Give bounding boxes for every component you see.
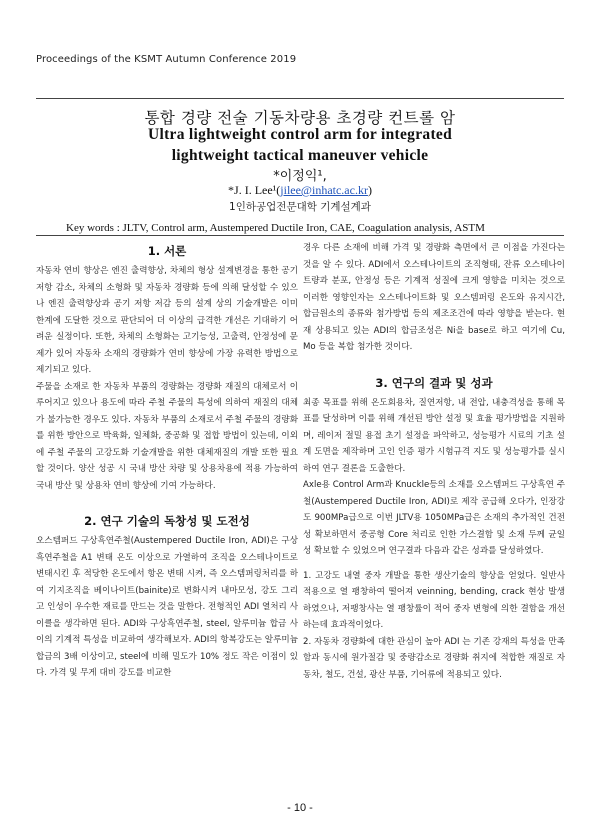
proceedings-header: Proceedings of the KSMT Autumn Conference 2019 bbox=[36, 54, 297, 65]
keywords: Key words : JLTV, Control arm, Austempered Ductile Iron, CAE, Coagulation analysis, ASTM bbox=[66, 222, 485, 234]
section-3-title: 3. 연구의 결과 및 성과 bbox=[375, 375, 493, 390]
title-english-line1: Ultra lightweight control arm for integrated bbox=[147, 126, 453, 143]
section-2-paragraph-1: 오스템퍼드 구상흑연주철(Austempered Ductile Iron, ADI)은 구상흑연주철을 A1 변태 온도 이상으로 가열하여 조직을 오스테나이트로 변태시킨 후 적당한 온도에서 항온 변태 시켜, 즉 오스템퍼링처리를 하여 기지조직을 베이나이트(bainite)로 변화시켜 내마모성, 강도 그리고 인성이 우수한 재료를 만드는 것을 말한다. 전형적인 ADI 열처리 사이클을 생각하면 된다. ADI와 구상흑연주철, steel, 알루미늄 합금 사이의 기계적 특성을 비교하여 생각해보자. ADI의 항복강도는 알루미늄 합금의 3배 이상이고, steel에 비해 밀도가 10% 정도 작은 이점이 있다. 가격 및 무게 대비 강도를 비교한 bbox=[36, 536, 298, 678]
right-column bbox=[303, 240, 565, 683]
title-korean: 통합 경량 전술 기동차량용 초경량 컨트롤 암 bbox=[144, 109, 456, 127]
section-1-paragraph-1: 자동차 연비 향상은 엔진 출력향상, 차체의 형상 설계변경을 통한 공기 저항 감소, 차체의 소형화 및 자동차 경량화 등에 의해 달성할 수 있으나 엔진 출력향상과 공기 저항 저감 등의 설계 상의 기술개발은 이미 한계에 도달한 것으로 판단되어 더 이상의 급격한 개선은 기대하기 어려운 실정이다. 또한, 차체의 소형화는 고기능성, 고출력, 안정성에 문제가 있어 자동차 소재의 경량화가 연비 향상에 가장 유력한 방법으로 제기되고 있다. bbox=[36, 266, 298, 375]
section-2-continued: 경우 다른 소재에 비해 가격 및 경량화 측면에서 큰 이점을 가진다는 것을 알 수 있다. ADI에서 오스테나이트의 조직형태, 잔류 오스테나이트량과 분포, 안정성 등은 기계적 성질에 크게 영향을 미치는 것으로 이러한 영향인자는 오스테나이트화 및 오스템퍼링 온도와 유지시간, 합금원소의 종류와 첨가방법 등의 제조조건에 따라 영향을 받는다. 현재 상용되고 있는 ADI의 합금조성은 Ni을 base로 하고 여기에 Cu, Mo 등을 복합 첨가한 것이다. bbox=[303, 243, 565, 352]
section-3-paragraph-2: Axle용 Control Arm과 Knuckle등의 소재를 오스템퍼드 구상흑연 주철(Austempered Ductile Iron, ADI)로 제작 공급해 오다가, 인장강도 900MPa급으로 이번 JLTV용 1050MPa급은 소재의 추가적인 건전성 확보하면서 중공형 Core 처리로 인한 가스결함 및 소재 두께 균일성 확보할 수 있었으며 연구결과 다음과 같은 성과를 달성하였다. bbox=[303, 480, 565, 556]
author-name: *J. I. Lee¹( bbox=[228, 183, 281, 197]
section-3-paragraph-1: 최종 목표를 위해 온도회용차, 질연저항, 내 전압, 내충격성을 통해 목표를 달성하며 이를 위해 개선된 방안 설정 및 효율 평가방법을 지원하며, 레이저 절밀 용접 초기 설정을 파악하고, 성능평가 시료의 기초 설계 도면을 제작하며 고인 인증 평가 시험규격 지도 및 성능평가를 실시하여 연구 결론을 도출한다. bbox=[303, 397, 565, 474]
title-english-line2: lightweight tactical maneuver vehicle bbox=[171, 147, 429, 164]
section-3-result-1: 1. 고강도 내열 중자 개발을 통한 생산기술의 향상을 얻었다. 일반사 적용으로 열 팽창하여 떨어져 veinning, bending, crack 현상 발생하였으나, 저팽창사는 열 팽창률이 적어 중자 변형에 의한 결함을 개선하는데 효과적이었다. bbox=[303, 570, 565, 630]
affiliation: 1인하공업전문대학 기계설계과 bbox=[229, 201, 371, 213]
section-3-result-2: 2. 자동차 경량화에 대한 관심이 높아 ADI 는 기존 강재의 특성을 만족함과 동시에 원가절감 및 중량감소로 경량화 취지에 적합한 재질로 자동차, 철도, 건설, 광산 부품, 기어류에 적용되고 있다. bbox=[303, 636, 565, 680]
section-2-title: 2. 연구 기술의 독창성 및 도전성 bbox=[84, 514, 250, 528]
header-rule bbox=[36, 98, 564, 99]
author-paren-close: ) bbox=[367, 183, 372, 197]
section-1-title: 1. 서론 bbox=[147, 244, 187, 258]
left-column bbox=[36, 240, 298, 682]
author-email-link[interactable]: jilee@inhatc.ac.kr bbox=[280, 183, 368, 197]
author-english bbox=[0, 183, 600, 198]
author-korean: *이정익¹, bbox=[273, 169, 327, 184]
section-1-paragraph-2: 주물을 소재로 한 자동차 부품의 경량화는 경량화 재질의 대체로서 이루어지고 있으나 용도에 따라 주철 주물의 특성에 의하여 재질의 대체가 불가능한 경우도 있다. 자동차 부품의 소재로서 주철 주물의 경량화를 위한 방안으로 박육화, 일체화, 중공화 및 접합 방법이 있는데, 이외에 주철 주물의 고강도화 기술개발을 위한 대체재질의 개발 또한 필요할 것이다. 양산 성공 시 국내 방산 차량 및 상용차용에 적용 가능하여 국내 방산 및 상용차 연비 향상에 기여 가능하다. bbox=[36, 381, 298, 491]
keywords-rule bbox=[36, 235, 564, 236]
page-number: - 10 - bbox=[287, 802, 313, 814]
